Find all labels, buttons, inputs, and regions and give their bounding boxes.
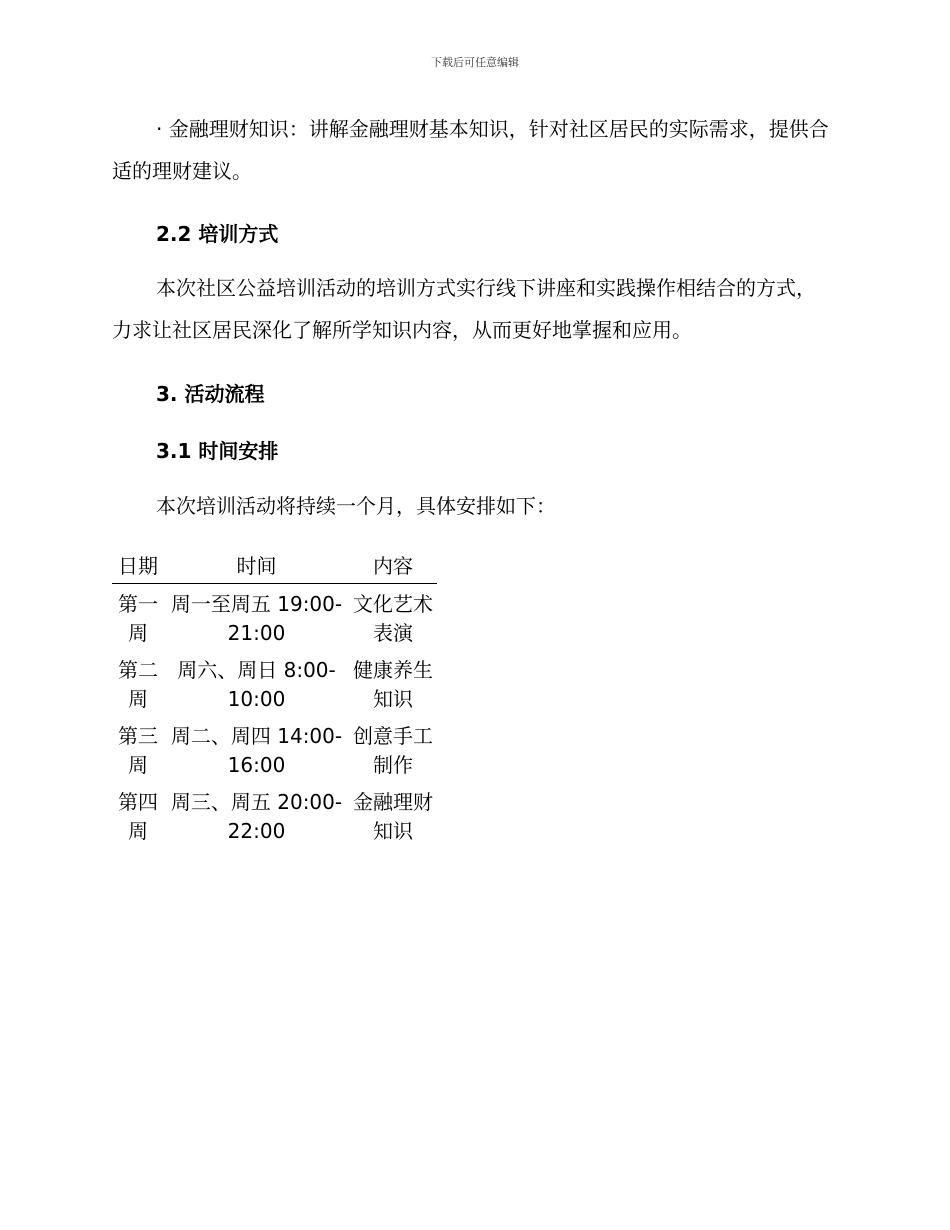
cell-date: 第一周 — [118, 592, 158, 645]
cell-time: 周一至周五 19:00-21:00 — [170, 592, 343, 645]
cell-date: 第四周 — [118, 790, 158, 843]
paragraph-training-method: 本次社区公益培训活动的培训方式实行线下讲座和实践操作相结合的方式，力求让社区居民深化了解所学知识内容，从而更好地掌握和应用。 — [112, 276, 816, 342]
paragraph-schedule-intro: 本次培训活动将持续一个月，具体安排如下： — [156, 494, 556, 518]
cell-content: 创意手工制作 — [353, 724, 433, 777]
cell-date: 第二周 — [118, 658, 158, 711]
table-header-row — [112, 552, 437, 584]
table-row — [112, 584, 437, 652]
schedule-table — [112, 552, 437, 849]
column-header-content: 内容 — [349, 552, 437, 584]
column-header-date: 日期 — [112, 552, 164, 584]
cell-time: 周六、周日 8:00-10:00 — [177, 658, 336, 711]
cell-content: 金融理财知识 — [353, 790, 433, 843]
heading-time-schedule: 3.1 时间安排 — [156, 439, 279, 463]
cell-content: 健康养生知识 — [353, 658, 433, 711]
page-header: 下载后可任意编辑 — [431, 56, 519, 69]
table-row — [112, 651, 437, 717]
heading-training-method: 2.2 培训方式 — [156, 222, 279, 246]
heading-activity-process: 3. 活动流程 — [156, 382, 265, 406]
cell-date: 第三周 — [118, 724, 158, 777]
column-header-time: 时间 — [164, 552, 349, 584]
cell-time: 周三、周五 20:00-22:00 — [170, 790, 343, 843]
table-row — [112, 783, 437, 849]
cell-time: 周二、周四 14:00-16:00 — [170, 724, 343, 777]
cell-content: 文化艺术表演 — [353, 592, 433, 645]
paragraph-finance-knowledge: · 金融理财知识：讲解金融理财基本知识，针对社区居民的实际需求，提供合适的理财建议。 — [112, 117, 829, 183]
table-row — [112, 717, 437, 783]
